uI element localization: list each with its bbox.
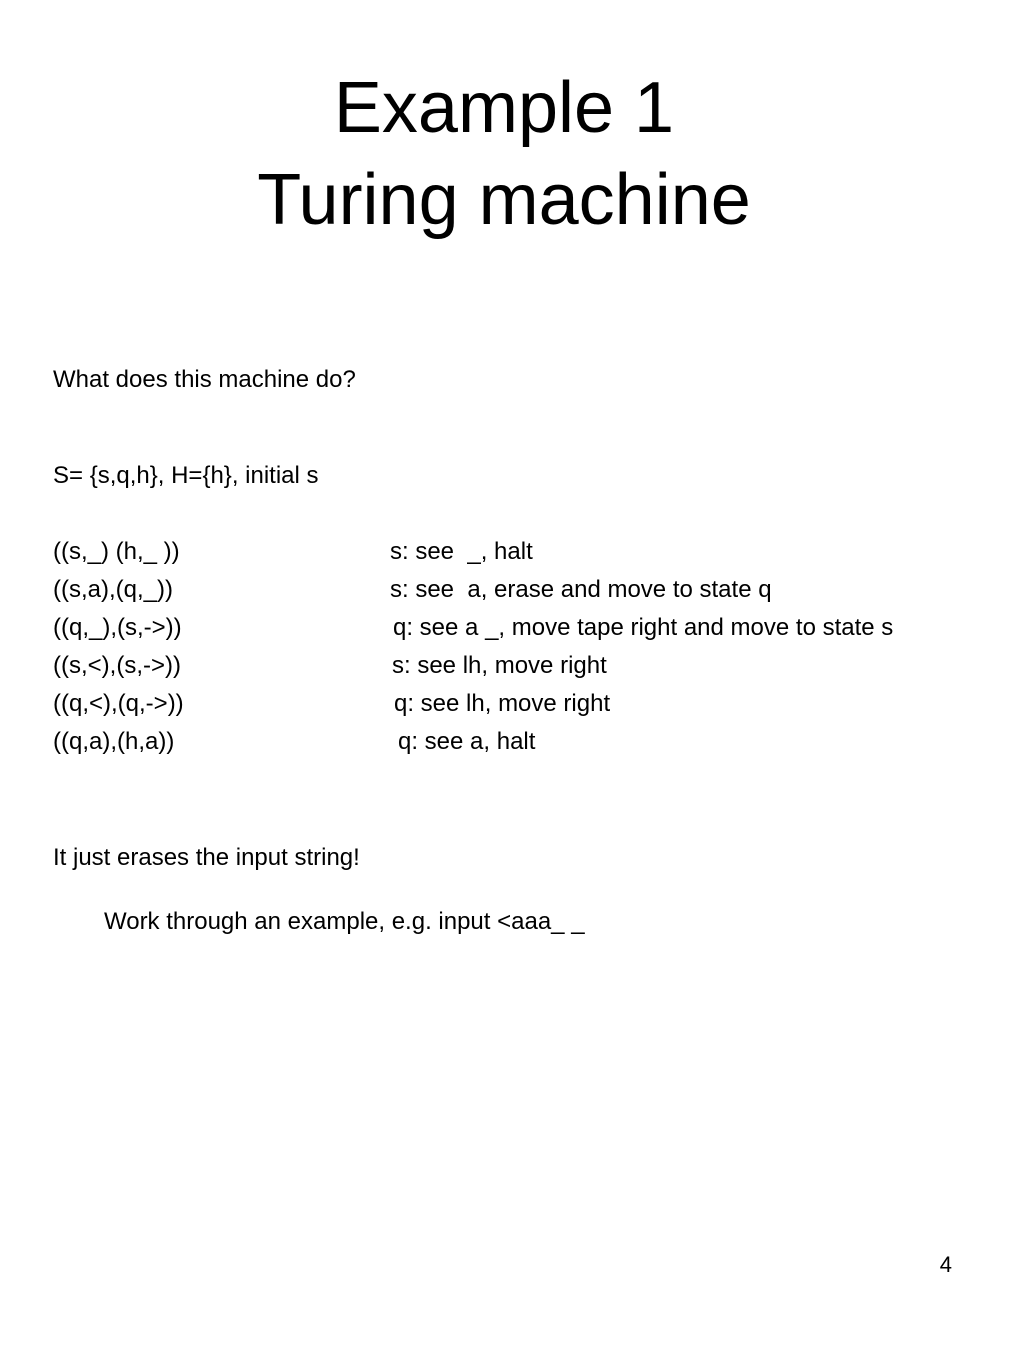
exercise-text: Work through an example, e.g. input <aaa_ _ bbox=[104, 908, 585, 935]
answer-text: It just erases the input string! bbox=[53, 844, 360, 871]
page-number: 4 bbox=[939, 1252, 952, 1277]
slide-title bbox=[0, 62, 1008, 246]
transition-comment: q: see lh, move right bbox=[394, 690, 611, 717]
title-line-2: Turing machine bbox=[257, 160, 751, 240]
question-text: What does this machine do? bbox=[53, 366, 356, 393]
transition-rule: ((s,_) (h,_ )) bbox=[53, 538, 180, 565]
transition-rule: ((q,a),(h,a)) bbox=[53, 728, 175, 755]
title-line-1: Example 1 bbox=[333, 68, 675, 148]
transition-comment: q: see a _, move tape right and move to state s bbox=[393, 614, 894, 641]
transition-comment: q: see a, halt bbox=[398, 728, 536, 755]
transition-rule: ((q,<),(q,->)) bbox=[53, 690, 184, 717]
transition-rule: ((q,_),(s,->)) bbox=[53, 614, 182, 641]
transition-comment: s: see lh, move right bbox=[392, 652, 607, 679]
transition-comment: s: see _, halt bbox=[390, 538, 533, 565]
transition-rule: ((s,<),(s,->)) bbox=[53, 652, 181, 679]
transition-rule: ((s,a),(q,_)) bbox=[53, 576, 173, 603]
machine-definition: S= {s,q,h}, H={h}, initial s bbox=[53, 462, 319, 489]
transition-comment: s: see a, erase and move to state q bbox=[390, 576, 772, 603]
